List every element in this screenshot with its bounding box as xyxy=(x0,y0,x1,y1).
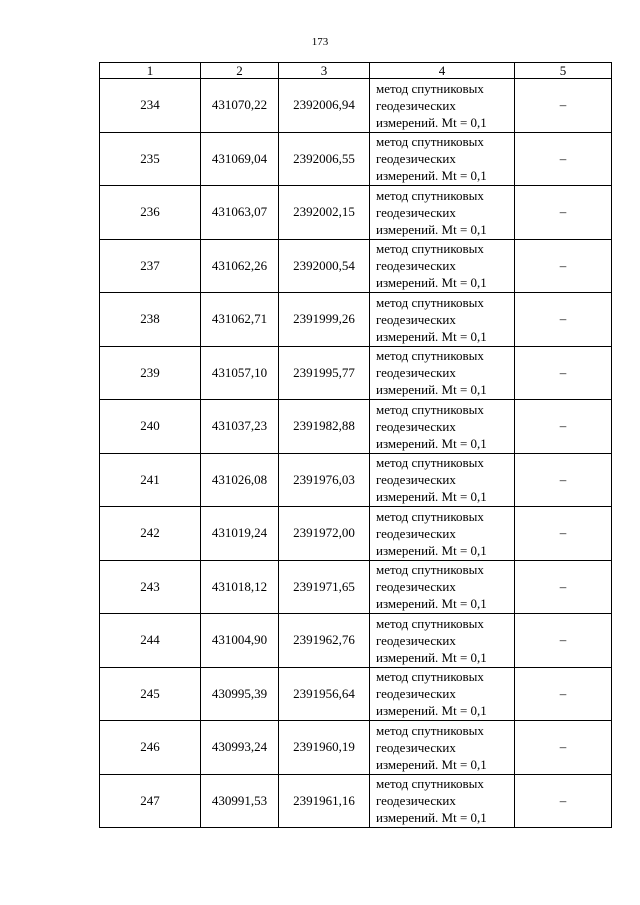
note-cell: – xyxy=(515,132,612,186)
y-coordinate-cell: 2391960,19 xyxy=(279,721,370,775)
method-line: измерений. Mt = 0,1 xyxy=(376,275,487,291)
x-coordinate-cell: 431062,26 xyxy=(201,239,279,293)
x-coordinate-cell: 430995,39 xyxy=(201,667,279,721)
table-row xyxy=(100,507,612,561)
method-line: измерений. Mt = 0,1 xyxy=(376,756,487,772)
method-cell xyxy=(370,79,515,133)
method-cell xyxy=(370,346,515,400)
column-header-4: 4 xyxy=(370,63,515,79)
note-cell: – xyxy=(515,186,612,240)
method-line: геодезических xyxy=(376,686,456,702)
point-number-cell: 244 xyxy=(100,614,201,668)
table-row xyxy=(100,346,612,400)
coordinates-table xyxy=(99,62,612,828)
y-coordinate-cell: 2392006,55 xyxy=(279,132,370,186)
table-row xyxy=(100,614,612,668)
note-cell: – xyxy=(515,667,612,721)
method-line: геодезических xyxy=(376,632,456,648)
x-coordinate-cell: 430991,53 xyxy=(201,774,279,828)
method-line: метод спутниковых xyxy=(376,294,484,310)
x-coordinate-cell: 431057,10 xyxy=(201,346,279,400)
note-cell: – xyxy=(515,239,612,293)
note-cell: – xyxy=(515,453,612,507)
method-cell xyxy=(370,721,515,775)
method-line: измерений. Mt = 0,1 xyxy=(376,596,487,612)
y-coordinate-cell: 2391961,16 xyxy=(279,774,370,828)
method-line: метод спутниковых xyxy=(376,776,484,792)
note-cell: – xyxy=(515,560,612,614)
note-cell: – xyxy=(515,721,612,775)
table-row xyxy=(100,132,612,186)
table-row xyxy=(100,667,612,721)
method-line: метод спутниковых xyxy=(376,615,484,631)
method-line: метод спутниковых xyxy=(376,562,484,578)
point-number-cell: 235 xyxy=(100,132,201,186)
note-cell: – xyxy=(515,614,612,668)
method-cell xyxy=(370,293,515,347)
x-coordinate-cell: 431069,04 xyxy=(201,132,279,186)
method-line: геодезических xyxy=(376,525,456,541)
method-line: измерений. Mt = 0,1 xyxy=(376,435,487,451)
y-coordinate-cell: 2391999,26 xyxy=(279,293,370,347)
method-cell xyxy=(370,667,515,721)
point-number-cell: 241 xyxy=(100,453,201,507)
y-coordinate-cell: 2391976,03 xyxy=(279,453,370,507)
point-number-cell: 238 xyxy=(100,293,201,347)
method-line: метод спутниковых xyxy=(376,455,484,471)
table-row xyxy=(100,293,612,347)
y-coordinate-cell: 2392006,94 xyxy=(279,79,370,133)
method-line: геодезических xyxy=(376,151,456,167)
note-cell: – xyxy=(515,79,612,133)
column-header-1: 1 xyxy=(100,63,201,79)
method-line: измерений. Mt = 0,1 xyxy=(376,382,487,398)
method-cell xyxy=(370,186,515,240)
method-line: геодезических xyxy=(376,365,456,381)
x-coordinate-cell: 431018,12 xyxy=(201,560,279,614)
x-coordinate-cell: 431004,90 xyxy=(201,614,279,668)
note-cell: – xyxy=(515,400,612,454)
table-header-row xyxy=(100,63,612,79)
note-cell: – xyxy=(515,346,612,400)
method-line: геодезических xyxy=(376,97,456,113)
table-row xyxy=(100,453,612,507)
table-body xyxy=(100,79,612,828)
y-coordinate-cell: 2391972,00 xyxy=(279,507,370,561)
method-line: геодезических xyxy=(376,739,456,755)
method-line: измерений. Mt = 0,1 xyxy=(376,168,487,184)
x-coordinate-cell: 431070,22 xyxy=(201,79,279,133)
method-line: измерений. Mt = 0,1 xyxy=(376,649,487,665)
point-number-cell: 243 xyxy=(100,560,201,614)
table-row xyxy=(100,79,612,133)
column-header-2: 2 xyxy=(201,63,279,79)
method-cell xyxy=(370,614,515,668)
method-line: метод спутниковых xyxy=(376,241,484,257)
column-header-5: 5 xyxy=(515,63,612,79)
point-number-cell: 239 xyxy=(100,346,201,400)
page-number: 173 xyxy=(311,36,329,48)
note-cell: – xyxy=(515,293,612,347)
note-cell: – xyxy=(515,507,612,561)
method-cell xyxy=(370,560,515,614)
method-cell xyxy=(370,774,515,828)
note-cell: – xyxy=(515,774,612,828)
point-number-cell: 240 xyxy=(100,400,201,454)
method-line: измерений. Mt = 0,1 xyxy=(376,542,487,558)
method-line: метод спутниковых xyxy=(376,401,484,417)
method-line: геодезических xyxy=(376,793,456,809)
method-line: геодезических xyxy=(376,311,456,327)
method-cell xyxy=(370,507,515,561)
y-coordinate-cell: 2392002,15 xyxy=(279,186,370,240)
point-number-cell: 246 xyxy=(100,721,201,775)
point-number-cell: 234 xyxy=(100,79,201,133)
method-line: измерений. Mt = 0,1 xyxy=(376,114,487,130)
y-coordinate-cell: 2391995,77 xyxy=(279,346,370,400)
x-coordinate-cell: 430993,24 xyxy=(201,721,279,775)
method-line: метод спутниковых xyxy=(376,80,484,96)
table-row xyxy=(100,239,612,293)
method-line: измерений. Mt = 0,1 xyxy=(376,221,487,237)
method-line: метод спутниковых xyxy=(376,348,484,364)
table-row xyxy=(100,721,612,775)
method-line: метод спутниковых xyxy=(376,187,484,203)
method-line: метод спутниковых xyxy=(376,508,484,524)
y-coordinate-cell: 2391956,64 xyxy=(279,667,370,721)
method-line: измерений. Mt = 0,1 xyxy=(376,810,487,826)
x-coordinate-cell: 431019,24 xyxy=(201,507,279,561)
point-number-cell: 242 xyxy=(100,507,201,561)
y-coordinate-cell: 2391962,76 xyxy=(279,614,370,668)
point-number-cell: 245 xyxy=(100,667,201,721)
y-coordinate-cell: 2391982,88 xyxy=(279,400,370,454)
x-coordinate-cell: 431026,08 xyxy=(201,453,279,507)
method-cell xyxy=(370,132,515,186)
x-coordinate-cell: 431063,07 xyxy=(201,186,279,240)
x-coordinate-cell: 431037,23 xyxy=(201,400,279,454)
method-line: измерений. Mt = 0,1 xyxy=(376,328,487,344)
x-coordinate-cell: 431062,71 xyxy=(201,293,279,347)
table-row xyxy=(100,186,612,240)
method-line: метод спутниковых xyxy=(376,134,484,150)
method-line: геодезических xyxy=(376,579,456,595)
method-cell xyxy=(370,400,515,454)
method-line: геодезических xyxy=(376,418,456,434)
method-line: измерений. Mt = 0,1 xyxy=(376,703,487,719)
table-row xyxy=(100,774,612,828)
table-row xyxy=(100,560,612,614)
method-cell xyxy=(370,239,515,293)
y-coordinate-cell: 2391971,65 xyxy=(279,560,370,614)
point-number-cell: 247 xyxy=(100,774,201,828)
method-cell xyxy=(370,453,515,507)
method-line: геодезических xyxy=(376,204,456,220)
method-line: метод спутниковых xyxy=(376,669,484,685)
method-line: геодезических xyxy=(376,472,456,488)
method-line: метод спутниковых xyxy=(376,722,484,738)
table-row xyxy=(100,400,612,454)
column-header-3: 3 xyxy=(279,63,370,79)
point-number-cell: 237 xyxy=(100,239,201,293)
method-line: измерений. Mt = 0,1 xyxy=(376,489,487,505)
y-coordinate-cell: 2392000,54 xyxy=(279,239,370,293)
method-line: геодезических xyxy=(376,258,456,274)
point-number-cell: 236 xyxy=(100,186,201,240)
